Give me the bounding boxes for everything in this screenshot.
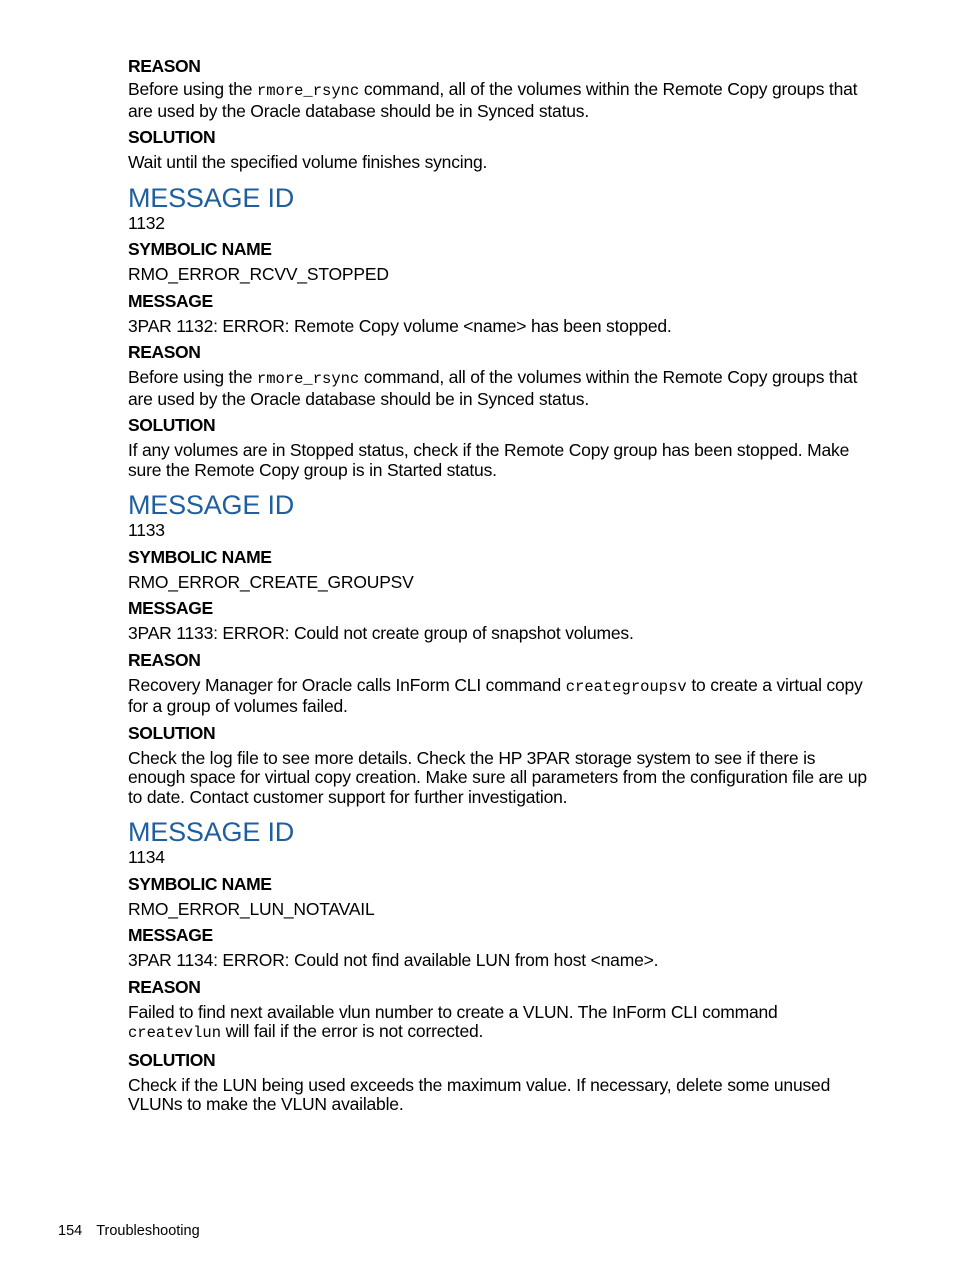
message-id-heading: MESSAGE ID xyxy=(128,817,295,847)
message-label: MESSAGE xyxy=(128,290,213,311)
page-number: 154 xyxy=(58,1223,83,1239)
reason-text: Failed to find next available vlun number to create a VLUN. The InForm CLI command createvlun will fail if the error is not corrected. xyxy=(128,1001,778,1042)
message-id-heading: MESSAGE ID xyxy=(128,182,295,213)
message-value: 3PAR 1134: ERROR: Could not find available LUN from host <name>. xyxy=(128,950,659,970)
solution-label: SOLUTION xyxy=(128,1049,216,1070)
solution-text: Check the log file to see more details. Check the HP 3PAR storage system to see if there is enough space for virtual copy creation. Make sure all parameters from the configuration file are up to date. Contact customer support for further investigation. xyxy=(128,747,867,807)
symbolic-name-value: RMO_ERROR_CREATE_GROUPSV xyxy=(128,571,414,592)
message-id-value: 1132 xyxy=(128,212,165,233)
reason-text: Before using the rmore_rsync command, all of the volumes within the Remote Copy groups that are used by the Oracle database should be in Synced status. xyxy=(128,79,858,121)
message-1132 xyxy=(128,183,873,481)
message-1133 xyxy=(128,490,873,807)
symbolic-name-value: RMO_ERROR_RCVV_STOPPED xyxy=(128,264,389,284)
reason-label: REASON xyxy=(128,976,201,997)
message-id-value: 1134 xyxy=(128,847,165,867)
solution-label: SOLUTION xyxy=(128,722,216,743)
command-name: rmore_rsync xyxy=(256,82,360,100)
reason-label: REASON xyxy=(128,56,201,76)
message-label: MESSAGE xyxy=(128,598,213,618)
command-name: rmore_rsync xyxy=(256,370,360,388)
page-content xyxy=(128,56,873,1115)
symbolic-name-label: SYMBOLIC NAME xyxy=(128,873,272,894)
solution-text: Check if the LUN being used exceeds the maximum value. If necessary, delete some unused VLUNs to make the VLUN available. xyxy=(128,1074,831,1114)
reason-text: Recovery Manager for Oracle calls InForm CLI command creategroupsv to create a virtual copy for a group of volumes failed. xyxy=(128,674,863,716)
reason-text: Before using the rmore_rsync command, all of the volumes within the Remote Copy groups that are used by the Oracle database should be in Synced status. xyxy=(128,367,858,409)
section-title: Troubleshooting xyxy=(96,1223,200,1239)
message-1134 xyxy=(128,817,873,1115)
command-name: createvlun xyxy=(128,1024,222,1042)
symbolic-name-label: SYMBOLIC NAME xyxy=(128,239,272,259)
solution-label: SOLUTION xyxy=(128,127,216,147)
symbolic-name-value: RMO_ERROR_LUN_NOTAVAIL xyxy=(128,898,375,919)
message-id-value: 1133 xyxy=(128,520,165,540)
page-footer xyxy=(58,1222,200,1240)
message-value: 3PAR 1133: ERROR: Could not create group of snapshot volumes. xyxy=(128,623,634,643)
message-id-heading: MESSAGE ID xyxy=(128,490,295,520)
symbolic-name-label: SYMBOLIC NAME xyxy=(128,546,272,567)
message-label: MESSAGE xyxy=(128,925,213,945)
solution-label: SOLUTION xyxy=(128,415,216,435)
solution-text: If any volumes are in Stopped status, check if the Remote Copy group has been stopped. Make sure the Remote Copy group is in Started status. xyxy=(128,440,850,480)
reason-label: REASON xyxy=(128,649,201,670)
command-name: creategroupsv xyxy=(565,677,687,696)
reason-label: REASON xyxy=(128,342,201,362)
solution-text: Wait until the specified volume finishes syncing. xyxy=(128,152,488,172)
message-value: 3PAR 1132: ERROR: Remote Copy volume <name> has been stopped. xyxy=(128,315,672,336)
